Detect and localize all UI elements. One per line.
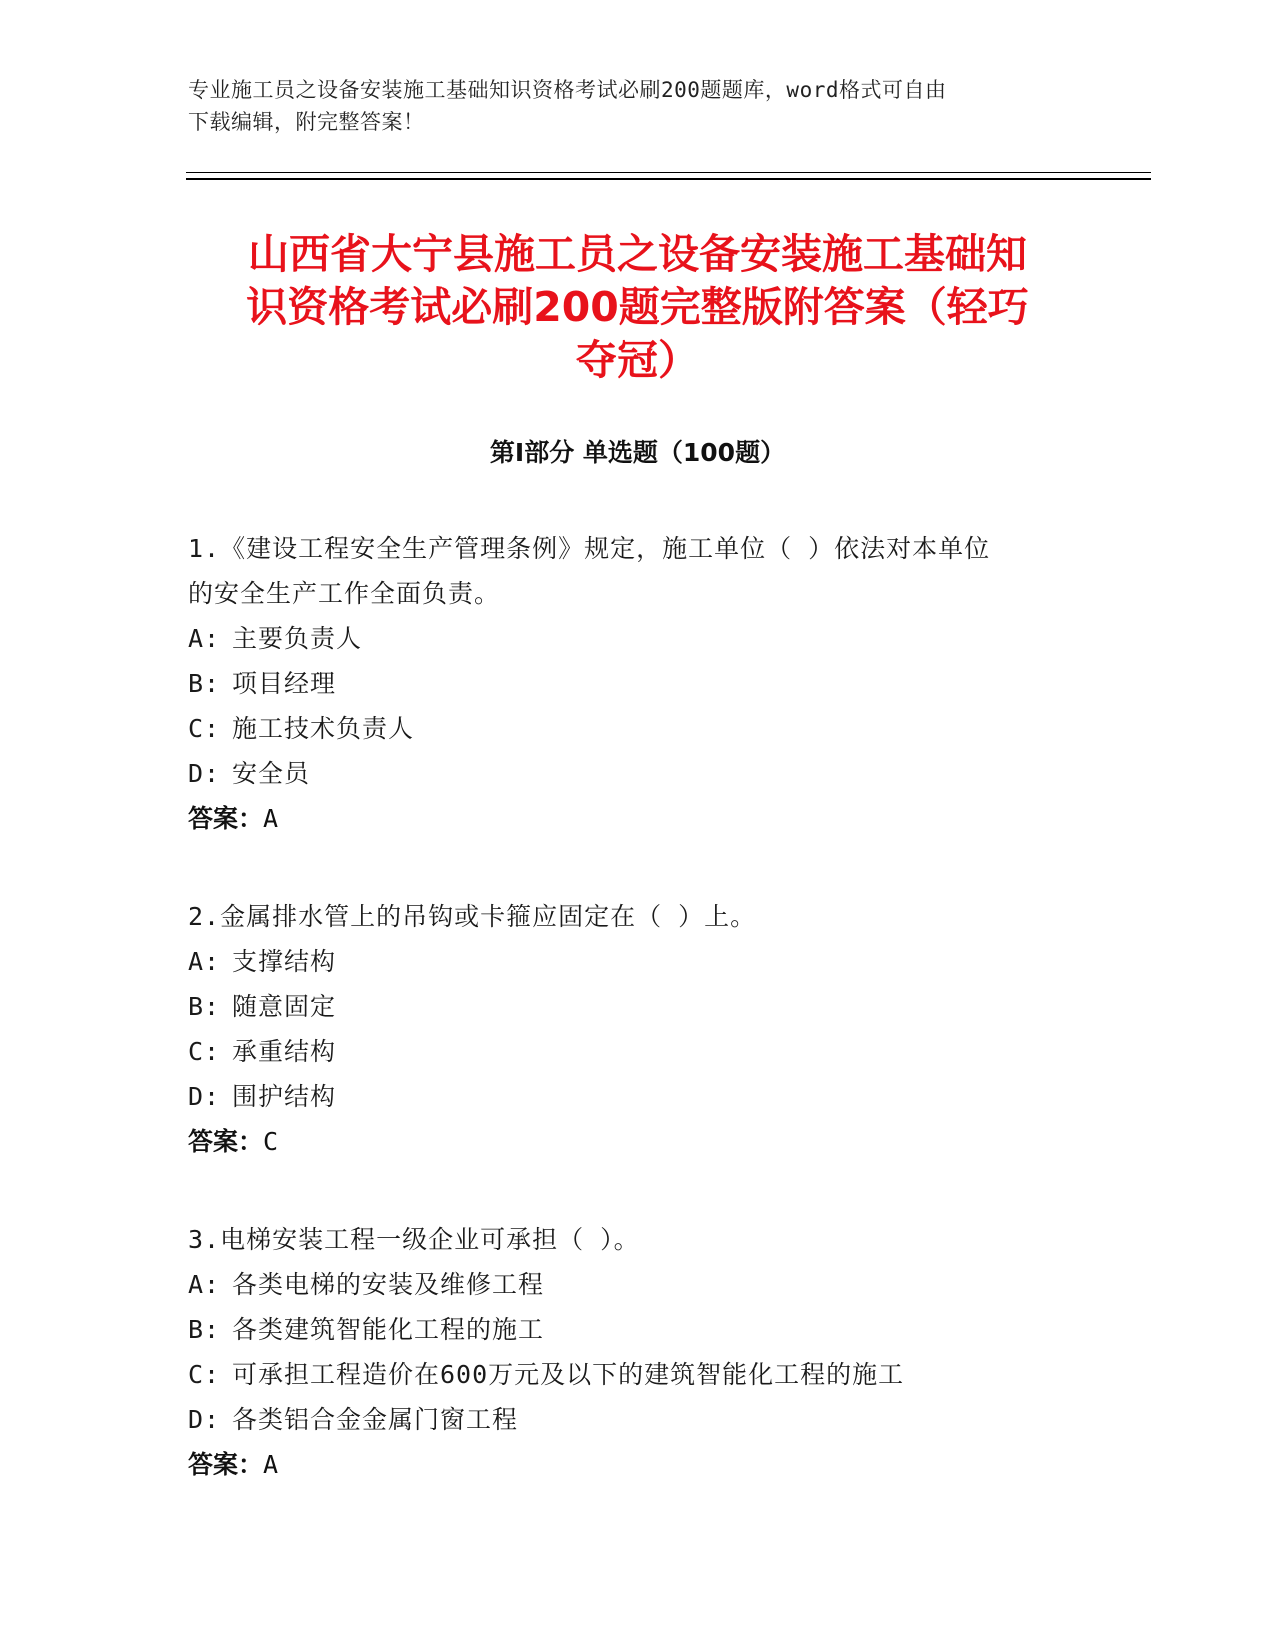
option-b (188, 984, 1088, 1029)
option-a (188, 939, 1088, 984)
option-letter: C: (188, 1360, 221, 1389)
answer-line (188, 1119, 1088, 1164)
option-letter: C: (188, 714, 221, 743)
option-text: 支撑结构 (232, 947, 337, 976)
question-stem (188, 526, 1088, 616)
option-text: 施工技术负责人 (232, 714, 415, 743)
option-text: 各类电梯的安装及维修工程 (232, 1270, 545, 1299)
option-letter: D: (188, 759, 221, 788)
answer-line (188, 796, 1088, 841)
header-divider-thin (186, 172, 1151, 173)
option-text: 主要负责人 (232, 624, 363, 653)
answer-label: 答案： (188, 1450, 264, 1479)
header-note-line-2: 下载编辑，附完整答案！ (188, 110, 425, 134)
option-letter: B: (188, 1315, 221, 1344)
option-text: 可承担工程造价在600万元及以下的建筑智能化工程的施工 (232, 1360, 905, 1389)
option-d (188, 1397, 1088, 1442)
question-2 (188, 894, 1088, 1164)
section-title: 第I部分 单选题（100题） (489, 438, 786, 467)
option-letter: C: (188, 1037, 221, 1066)
option-letter: D: (188, 1405, 221, 1434)
option-c (188, 1352, 1088, 1397)
option-letter: A: (188, 947, 221, 976)
option-text: 各类建筑智能化工程的施工 (232, 1315, 545, 1344)
question-list (188, 526, 1088, 1540)
answer-value: A (263, 804, 279, 833)
option-letter: B: (188, 992, 221, 1021)
option-text: 围护结构 (232, 1082, 337, 1111)
option-letter: D: (188, 1082, 221, 1111)
option-letter: A: (188, 624, 221, 653)
answer-value: C (263, 1127, 279, 1156)
answer-line (188, 1442, 1088, 1487)
question-3 (188, 1217, 1088, 1487)
option-text: 随意固定 (232, 992, 337, 1021)
answer-value: A (263, 1450, 279, 1479)
document-title-line-3: 夺冠） (576, 336, 699, 384)
document-title-line-1: 山西省大宁县施工员之设备安装施工基础知 (248, 230, 1027, 278)
option-text: 项目经理 (232, 669, 337, 698)
option-b (188, 1307, 1088, 1352)
question-stem (188, 894, 1088, 939)
answer-label: 答案： (188, 804, 264, 833)
question-stem-line-1: 2.金属排水管上的吊钩或卡箍应固定在（ ）上。 (188, 902, 757, 931)
option-a (188, 1262, 1088, 1307)
option-text: 承重结构 (232, 1037, 337, 1066)
question-1 (188, 526, 1088, 841)
document-title-line-2: 识资格考试必刷200题完整版附答案（轻巧 (246, 283, 1029, 331)
header-note-line-1: 专业施工员之设备安装施工基础知识资格考试必刷200题题库，word格式可自由 (188, 78, 947, 102)
answer-label: 答案： (188, 1127, 264, 1156)
option-d (188, 751, 1088, 796)
option-a (188, 616, 1088, 661)
option-b (188, 661, 1088, 706)
option-text: 安全员 (232, 759, 311, 788)
question-stem-line-2: 的安全生产工作全面负责。 (188, 579, 501, 608)
question-stem (188, 1217, 1088, 1262)
option-letter: B: (188, 669, 221, 698)
option-d (188, 1074, 1088, 1119)
option-letter: A: (188, 1270, 221, 1299)
question-stem-line-1: 1.《建设工程安全生产管理条例》规定，施工单位（ ）依法对本单位 (188, 534, 991, 563)
header-note (188, 74, 1068, 138)
option-c (188, 706, 1088, 751)
header-divider-thick (186, 178, 1151, 180)
question-stem-line-1: 3.电梯安装工程一级企业可承担（ ）。 (188, 1225, 640, 1254)
option-c (188, 1029, 1088, 1074)
option-text: 各类铝合金金属门窗工程 (232, 1405, 519, 1434)
document-title (150, 228, 1125, 387)
